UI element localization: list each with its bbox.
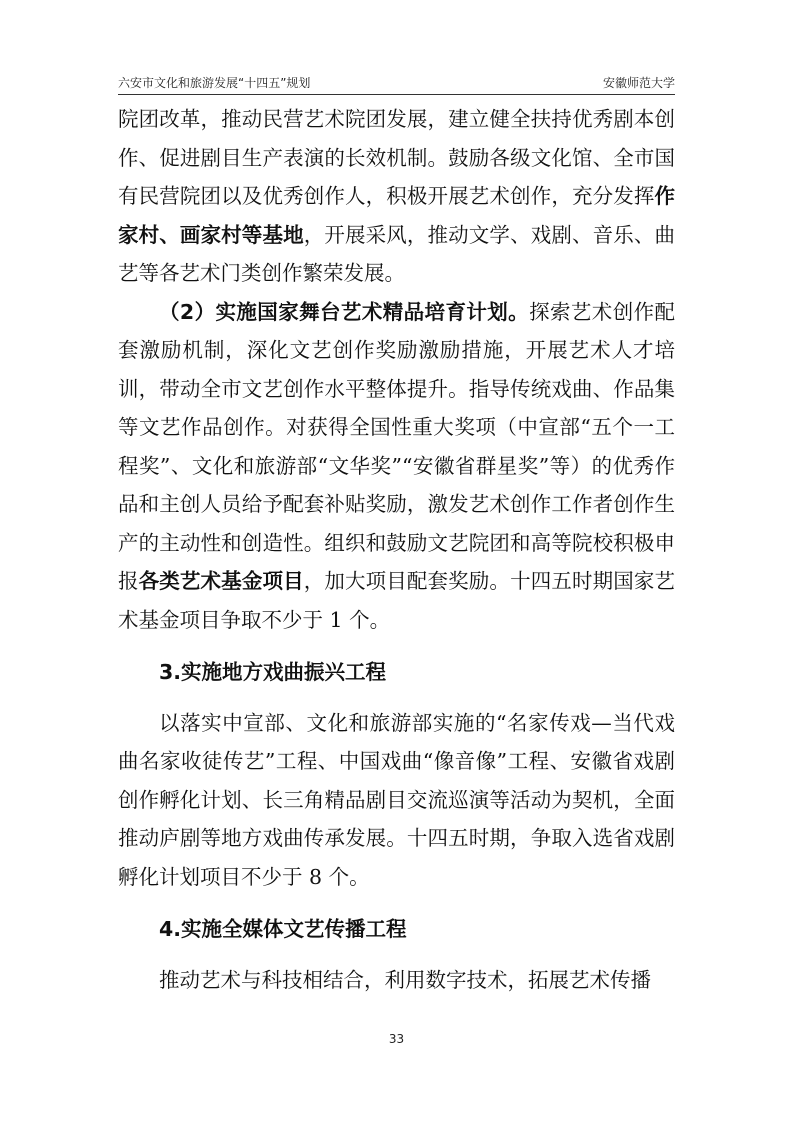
paragraph-stage-art-plan bbox=[118, 293, 675, 640]
header-institution: 安徽师范大学 bbox=[602, 76, 675, 90]
section-heading-media: 4.实施全媒体文艺传播工程 bbox=[159, 917, 407, 941]
page-body bbox=[118, 100, 675, 999]
paragraph-text: ，开展采风，推动文学、戏剧、音乐、曲艺等各艺术门类创作繁荣发展。 bbox=[118, 222, 676, 285]
header-document-title: 六安市文化和旅游发展“十四五”规划 bbox=[118, 76, 311, 90]
bold-phrase-art-fund: 各类艺术基金项目 bbox=[138, 569, 304, 593]
header-divider bbox=[118, 94, 675, 95]
paragraph-opera-revival: 以落实中宣部、文化和旅游部实施的“名家传戏—当代戏曲名家收徒传艺”工程、中国戏曲“像音像”工程、安徽省戏剧创作孵化计划、长三角精品剧目交流巡演等活动为契机，全面推动庐剧等地方戏曲传承发展。十四五时期，争取入选省戏剧孵化计划项目不少于 8 个。 bbox=[118, 710, 675, 889]
subsection-heading: （2）实施国家舞台艺术精品培育计划。 bbox=[159, 299, 530, 324]
paragraph-troupe-reform bbox=[118, 100, 675, 293]
paragraph-media-promotion: 推动艺术与科技相结合，利用数字技术，拓展艺术传播 bbox=[159, 967, 651, 992]
page-number: 33 bbox=[388, 1032, 405, 1046]
paragraph-text: 探索艺术创作配套激励机制，深化文艺创作奖励激励措施，开展艺术人才培训，带动全市文艺创作水平整体提升。指导传统戏曲、作品集等文艺作品创作。对获得全国性重大奖项（中宣部“五个一工程奖”、文化和旅游部“文华奖”“安徽省群星奖”等）的优秀作品和主创人员给予配套补贴奖励，激发艺术创作工作者创作生产的主动性和创造性。组织和鼓励文艺院团和高等院校积极申报 bbox=[118, 299, 676, 593]
section-heading-opera: 3.实施地方戏曲振兴工程 bbox=[159, 660, 387, 684]
paragraph-text: 院团改革，推动民营艺术院团发展，建立健全扶持优秀剧本创作、促进剧目生产表演的长效机制。鼓励各级文化馆、全市国有民营院团以及优秀创作人，积极开展艺术创作，充分发挥 bbox=[118, 107, 675, 208]
paragraph-text: ，加大项目配套奖励。十四五时期国家艺术基金项目争取不少于 1 个。 bbox=[118, 569, 676, 632]
bold-phrase-writer-village: 作家村、画家村等基地 bbox=[118, 184, 675, 247]
page-header bbox=[118, 70, 675, 92]
